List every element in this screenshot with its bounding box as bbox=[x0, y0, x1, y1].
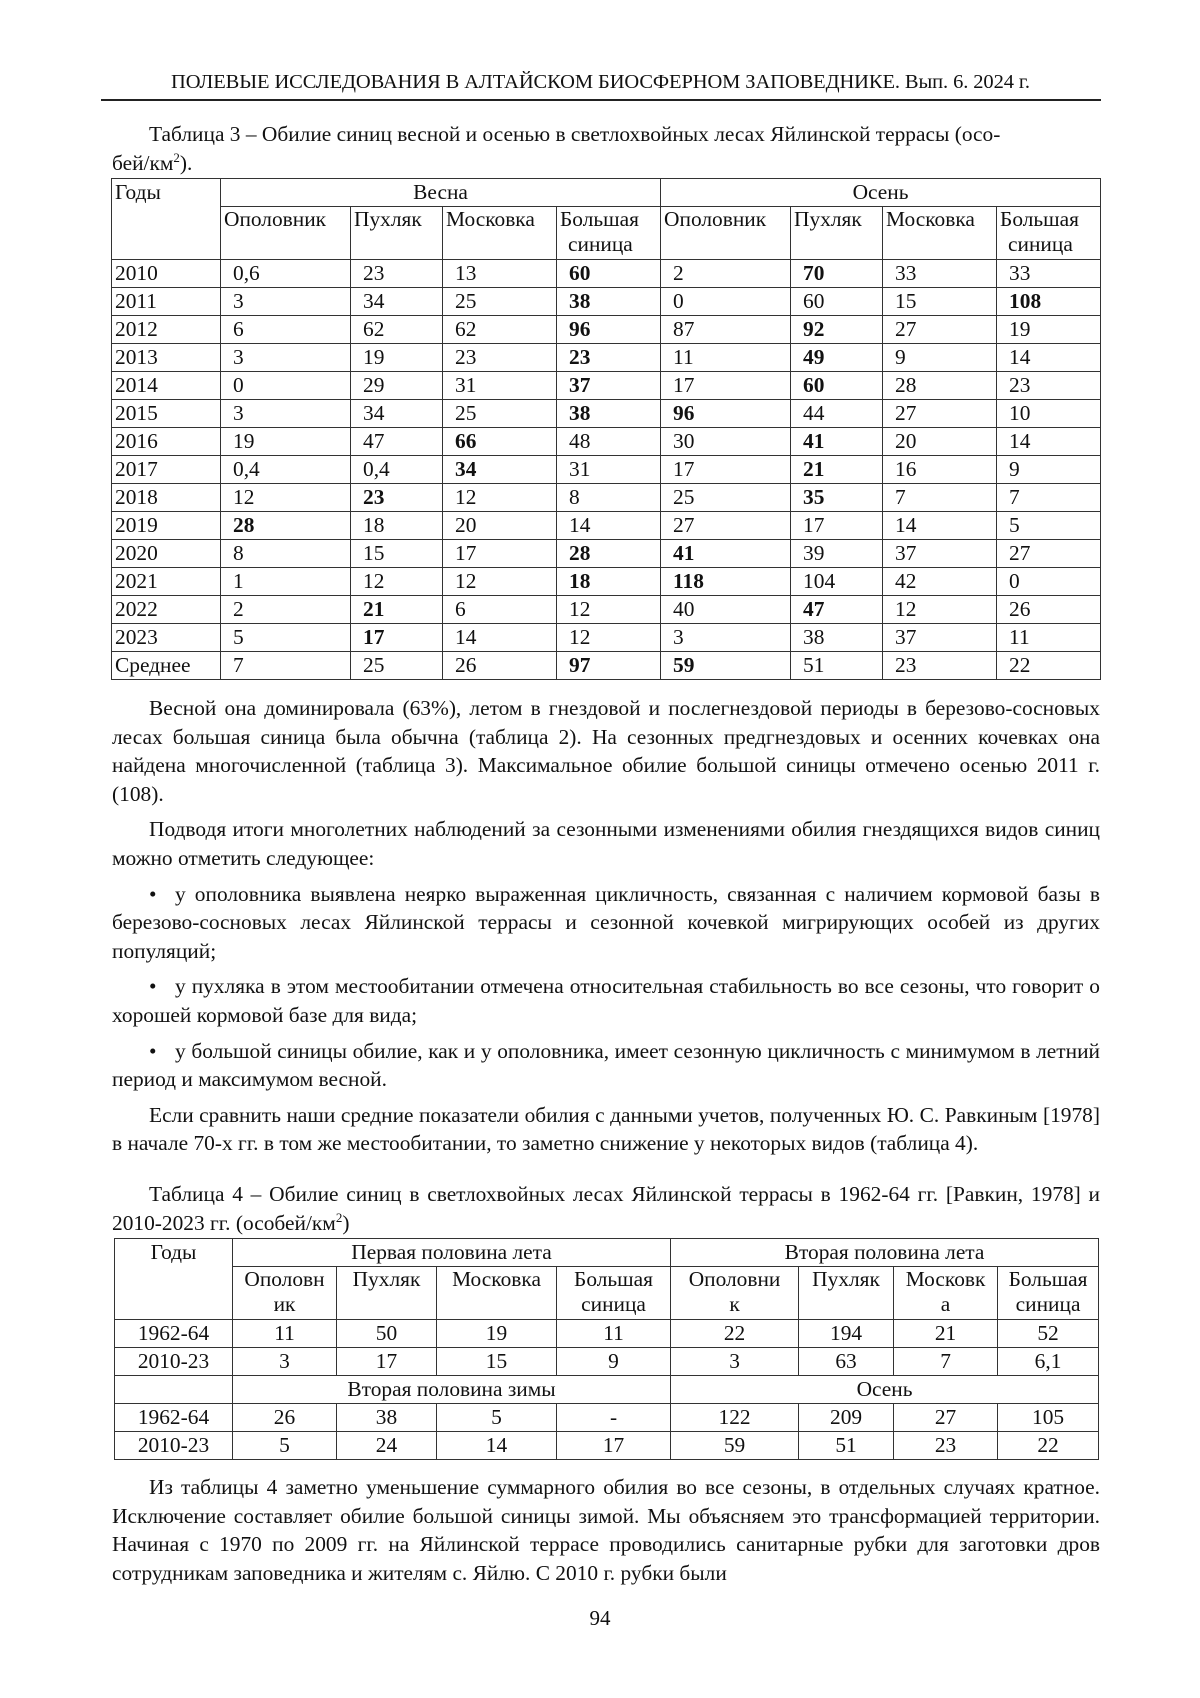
body-text-2 bbox=[112, 1473, 1100, 1587]
species-line: синица bbox=[581, 1292, 646, 1316]
table3-year-cell: Среднее bbox=[112, 652, 221, 680]
table4-value-cell: 50 bbox=[337, 1320, 437, 1348]
table3-caption-text: Таблица 3 – Обилие синиц весной и осенью в светлохвойных лесах Яйлинской террасы (осо- bbox=[149, 122, 1001, 146]
table3-value-cell: 9 bbox=[883, 344, 997, 372]
table3-value-cell: 19 bbox=[221, 428, 351, 456]
table3-value-cell: 25 bbox=[443, 400, 557, 428]
table3-row bbox=[112, 540, 1101, 568]
table4-value-cell: 59 bbox=[671, 1432, 799, 1460]
species-line: Пухляк bbox=[812, 1267, 880, 1291]
table3-value-cell: 12 bbox=[557, 596, 661, 624]
table3-value-cell: 12 bbox=[883, 596, 997, 624]
table4-value-cell: 27 bbox=[894, 1404, 998, 1432]
table3-value-cell: 26 bbox=[443, 652, 557, 680]
species-line: Ополовник bbox=[224, 207, 327, 231]
table3-value-cell: 25 bbox=[351, 652, 443, 680]
species-line: синица bbox=[1008, 232, 1073, 256]
table3-value-cell: 66 bbox=[443, 428, 557, 456]
table4-caption-text: Таблица 4 – Обилие синиц в светлохвойных лесах Яйлинской террасы в 1962-64 гг. [Равкин, 1978] и 2010-2023 гг. (особей/км bbox=[112, 1182, 1100, 1235]
table3-value-cell: 14 bbox=[443, 624, 557, 652]
bullet-text: у ополовника выявлена неярко выраженная цикличность, связанная с наличием кормовой базы в березово-сосновых лесах Яйлинской террасы и сезонной кочевкой мигрирующих особей из других популяций; bbox=[112, 881, 1100, 963]
table3-value-cell: 0 bbox=[661, 288, 791, 316]
table3 bbox=[111, 178, 1101, 680]
table3-year-cell: 2010 bbox=[112, 260, 221, 288]
table4-value-cell: 15 bbox=[437, 1348, 557, 1376]
table3-value-cell: 12 bbox=[351, 568, 443, 596]
table4-value-cell: 38 bbox=[337, 1404, 437, 1432]
bullet-text: у пухляка в этом местообитании отмечена относительная стабильность во все сезоны, что говорит о хорошей кормовой базе для вида; bbox=[112, 974, 1100, 1027]
table4-header-species bbox=[557, 1267, 671, 1320]
species-line: Московк bbox=[905, 1267, 986, 1291]
table3-caption-end: ). bbox=[179, 150, 193, 175]
table3-header-species bbox=[443, 207, 557, 260]
table3-value-cell: 47 bbox=[351, 428, 443, 456]
table3-value-cell: 0 bbox=[221, 372, 351, 400]
species-line: Московка bbox=[446, 207, 535, 231]
table3-value-cell: 62 bbox=[351, 316, 443, 344]
table3-value-cell: 33 bbox=[883, 260, 997, 288]
table3-value-cell: 8 bbox=[557, 484, 661, 512]
table4-value-cell: 105 bbox=[998, 1404, 1099, 1432]
species-line: Московка bbox=[452, 1267, 541, 1291]
table3-value-cell: 70 bbox=[791, 260, 883, 288]
table3-value-cell: 3 bbox=[661, 624, 791, 652]
bullet-item bbox=[112, 1037, 1100, 1094]
table3-value-cell: 27 bbox=[883, 316, 997, 344]
table3-year-cell: 2011 bbox=[112, 288, 221, 316]
table3-value-cell: 31 bbox=[557, 456, 661, 484]
table4-row bbox=[115, 1432, 1099, 1460]
table3-value-cell: 34 bbox=[351, 400, 443, 428]
table3-value-cell: 27 bbox=[883, 400, 997, 428]
table3-value-cell: 0 bbox=[997, 568, 1101, 596]
table3-row bbox=[112, 316, 1101, 344]
table4-header-species bbox=[671, 1267, 799, 1320]
table3-value-cell: 22 bbox=[997, 652, 1101, 680]
table3-value-cell: 3 bbox=[221, 400, 351, 428]
table3-row bbox=[112, 372, 1101, 400]
table3-species-row bbox=[112, 207, 1101, 260]
table3-value-cell: 14 bbox=[557, 512, 661, 540]
header-rule bbox=[101, 99, 1101, 101]
bullet-icon: • bbox=[149, 1038, 157, 1063]
table3-header-years: Годы bbox=[112, 179, 221, 260]
table4-years-cell: 2010-23 bbox=[115, 1432, 233, 1460]
table4-value-cell: 122 bbox=[671, 1404, 799, 1432]
table3-value-cell: 37 bbox=[883, 624, 997, 652]
table3-year-cell: 2012 bbox=[112, 316, 221, 344]
table4-header-species bbox=[337, 1267, 437, 1320]
table3-value-cell: 25 bbox=[661, 484, 791, 512]
species-line: Ополовни bbox=[688, 1267, 781, 1291]
table3-value-cell: 5 bbox=[997, 512, 1101, 540]
table3-header-species bbox=[997, 207, 1101, 260]
table3-year-cell: 2022 bbox=[112, 596, 221, 624]
table3-row bbox=[112, 568, 1101, 596]
table3-value-cell: 35 bbox=[791, 484, 883, 512]
table3-row bbox=[112, 428, 1101, 456]
table3-value-cell: 23 bbox=[443, 344, 557, 372]
table3-value-cell: 0,4 bbox=[351, 456, 443, 484]
species-line: Ополовн bbox=[244, 1267, 325, 1291]
table3-value-cell: 3 bbox=[221, 288, 351, 316]
table3-value-cell: 8 bbox=[221, 540, 351, 568]
table3-value-cell: 97 bbox=[557, 652, 661, 680]
table3-value-cell: 104 bbox=[791, 568, 883, 596]
table3-year-cell: 2023 bbox=[112, 624, 221, 652]
table3-value-cell: 42 bbox=[883, 568, 997, 596]
table4-header-years: Годы bbox=[115, 1239, 233, 1320]
table3-header-group: Весна bbox=[221, 179, 661, 207]
table4-years-cell: 1962-64 bbox=[115, 1404, 233, 1432]
species-line: синица bbox=[568, 232, 633, 256]
table3-value-cell: 14 bbox=[997, 344, 1101, 372]
table4-row bbox=[115, 1320, 1099, 1348]
table3-value-cell: 49 bbox=[791, 344, 883, 372]
bullet-icon: • bbox=[149, 974, 157, 999]
table3-value-cell: 16 bbox=[883, 456, 997, 484]
bullet-item bbox=[112, 972, 1100, 1029]
table3-value-cell: 28 bbox=[557, 540, 661, 568]
table4-value-cell: 3 bbox=[671, 1348, 799, 1376]
table4-value-cell: 209 bbox=[799, 1404, 894, 1432]
table3-value-cell: 108 bbox=[997, 288, 1101, 316]
table3-value-cell: 96 bbox=[661, 400, 791, 428]
table3-header-species bbox=[883, 207, 997, 260]
table3-value-cell: 17 bbox=[661, 456, 791, 484]
table3-row bbox=[112, 484, 1101, 512]
table3-value-cell: 6 bbox=[221, 316, 351, 344]
table3-header-species bbox=[221, 207, 351, 260]
table3-value-cell: 0,6 bbox=[221, 260, 351, 288]
table4-value-cell: 51 bbox=[799, 1432, 894, 1460]
table3-value-cell: 23 bbox=[997, 372, 1101, 400]
table3-row bbox=[112, 596, 1101, 624]
table3-value-cell: 0,4 bbox=[221, 456, 351, 484]
table3-value-cell: 41 bbox=[791, 428, 883, 456]
table3-header-species bbox=[557, 207, 661, 260]
table4-value-cell: 5 bbox=[437, 1404, 557, 1432]
table3-value-cell: 29 bbox=[351, 372, 443, 400]
table4-row bbox=[115, 1404, 1099, 1432]
table3-value-cell: 118 bbox=[661, 568, 791, 596]
table4-value-cell: 6,1 bbox=[998, 1348, 1099, 1376]
table3-year-cell: 2018 bbox=[112, 484, 221, 512]
table3-value-cell: 34 bbox=[351, 288, 443, 316]
table3-value-cell: 28 bbox=[883, 372, 997, 400]
table3-value-cell: 20 bbox=[443, 512, 557, 540]
table3-year-cell: 2019 bbox=[112, 512, 221, 540]
table4-header-species bbox=[437, 1267, 557, 1320]
table3-value-cell: 38 bbox=[791, 624, 883, 652]
species-line: а bbox=[940, 1292, 951, 1316]
table3-value-cell: 27 bbox=[997, 540, 1101, 568]
table3-value-cell: 27 bbox=[661, 512, 791, 540]
table3-value-cell: 60 bbox=[791, 288, 883, 316]
table3-caption-unit: бей/км bbox=[112, 150, 174, 175]
table3-row bbox=[112, 652, 1101, 680]
table3-value-cell: 12 bbox=[443, 568, 557, 596]
species-line: Пухляк bbox=[352, 1267, 421, 1291]
table3-value-cell: 1 bbox=[221, 568, 351, 596]
body-text-1 bbox=[112, 694, 1100, 1158]
species-line: Ополовник bbox=[664, 207, 767, 231]
table3-value-cell: 33 bbox=[997, 260, 1101, 288]
paragraph: Подводя итоги многолетних наблюдений за сезонными изменениями обилия гнездящихся видов синиц можно отметить следующее: bbox=[112, 817, 1100, 870]
table3-row bbox=[112, 260, 1101, 288]
table3-value-cell: 19 bbox=[997, 316, 1101, 344]
table4-value-cell: 7 bbox=[894, 1348, 998, 1376]
table4-value-cell: 11 bbox=[233, 1320, 337, 1348]
table3-value-cell: 38 bbox=[557, 288, 661, 316]
table3-value-cell: 28 bbox=[221, 512, 351, 540]
table3-year-cell: 2021 bbox=[112, 568, 221, 596]
bullet-item bbox=[112, 880, 1100, 966]
table4-header-species bbox=[998, 1267, 1099, 1320]
species-line: Пухляк bbox=[354, 207, 422, 231]
species-line: ик bbox=[273, 1292, 296, 1316]
table3-header-species bbox=[791, 207, 883, 260]
table3-value-cell: 7 bbox=[883, 484, 997, 512]
table3-value-cell: 41 bbox=[661, 540, 791, 568]
table4-value-cell: 22 bbox=[671, 1320, 799, 1348]
table3-value-cell: 40 bbox=[661, 596, 791, 624]
table3-value-cell: 20 bbox=[883, 428, 997, 456]
table3-row bbox=[112, 288, 1101, 316]
bullet-icon: • bbox=[149, 881, 157, 906]
table3-value-cell: 19 bbox=[351, 344, 443, 372]
table3-caption-superscript: 2 bbox=[173, 149, 180, 165]
table3-year-cell: 2014 bbox=[112, 372, 221, 400]
table3-header-species bbox=[351, 207, 443, 260]
species-line: Большая bbox=[1008, 1267, 1088, 1291]
table3-row bbox=[112, 456, 1101, 484]
table3-value-cell: 3 bbox=[221, 344, 351, 372]
bullet-text: у большой синицы обилие, как и у ополовника, имеет сезонную цикличность с минимумом в летний период и максимумом весной. bbox=[112, 1038, 1100, 1092]
species-line: Пухляк bbox=[794, 207, 862, 231]
table3-row bbox=[112, 400, 1101, 428]
table3-value-cell: 47 bbox=[791, 596, 883, 624]
table4-header-group: Первая половина лета bbox=[233, 1239, 671, 1267]
paragraph: Если сравнить наши средние показатели обилия с данными учетов, полученных Ю. С. Равкиным [1978] в начале 70-х гг. в том же местообитании, то заметно снижение у некоторых видов (таблица 4). bbox=[112, 1102, 1100, 1156]
table4-value-cell: 5 bbox=[233, 1432, 337, 1460]
table4-years-cell: 1962-64 bbox=[115, 1320, 233, 1348]
table4-species-row bbox=[115, 1267, 1099, 1320]
paragraph: Весной она доминировала (63%), летом в гнездовой и послегнездовой периоды в березово-сосновых лесах большая синица была обычна (таблица 2). На сезонных предгнездовых и осенних кочевках она найдена многочисленной (таблица 3). Максимальное обилие большой синицы отмечено осенью 2011 г. (108). bbox=[112, 696, 1100, 806]
table4-value-cell: 23 bbox=[894, 1432, 998, 1460]
table4-value-cell: - bbox=[557, 1404, 671, 1432]
table4-value-cell: 17 bbox=[557, 1432, 671, 1460]
table3-value-cell: 87 bbox=[661, 316, 791, 344]
table4-caption-superscript: 2 bbox=[335, 1209, 343, 1225]
table3-header-species bbox=[661, 207, 791, 260]
table3-value-cell: 17 bbox=[351, 624, 443, 652]
table3-row bbox=[112, 624, 1101, 652]
table3-value-cell: 60 bbox=[557, 260, 661, 288]
table3-value-cell: 12 bbox=[443, 484, 557, 512]
table4-header-species bbox=[799, 1267, 894, 1320]
table4-header-group: Осень bbox=[671, 1376, 1099, 1404]
table3-year-cell: 2020 bbox=[112, 540, 221, 568]
table3-value-cell: 14 bbox=[997, 428, 1101, 456]
table3-value-cell: 21 bbox=[791, 456, 883, 484]
table4-header-group: Вторая половина зимы bbox=[233, 1376, 671, 1404]
table3-value-cell: 30 bbox=[661, 428, 791, 456]
table4-caption bbox=[112, 1180, 1100, 1237]
table4-value-cell: 52 bbox=[998, 1320, 1099, 1348]
table4-header-species bbox=[233, 1267, 337, 1320]
table3-value-cell: 25 bbox=[443, 288, 557, 316]
table4-value-cell: 26 bbox=[233, 1404, 337, 1432]
table3-row bbox=[112, 344, 1101, 372]
table3-value-cell: 62 bbox=[443, 316, 557, 344]
table3-value-cell: 11 bbox=[997, 624, 1101, 652]
page-number: 94 bbox=[589, 1606, 611, 1630]
table3-year-cell: 2013 bbox=[112, 344, 221, 372]
table3-year-cell: 2016 bbox=[112, 428, 221, 456]
species-line: к bbox=[729, 1292, 740, 1316]
table3-value-cell: 23 bbox=[351, 484, 443, 512]
paragraph: Из таблицы 4 заметно уменьшение суммарного обилия во все сезоны, в отдельных случаях кратное. Исключение составляет обилие большой синицы зимой. Мы объясняем это трансформацией территории. Начиная с 1970 по 2009 гг. на Яйлинской террасе проводились санитарные рубки для заготовки дров сотрудникам заповедника и жителям с. Яйлю. С 2010 г. рубки были bbox=[112, 1475, 1100, 1585]
table3-value-cell: 18 bbox=[557, 568, 661, 596]
table3-value-cell: 7 bbox=[997, 484, 1101, 512]
table4-value-cell: 11 bbox=[557, 1320, 671, 1348]
table3-value-cell: 15 bbox=[883, 288, 997, 316]
table4-value-cell: 22 bbox=[998, 1432, 1099, 1460]
table3-value-cell: 37 bbox=[883, 540, 997, 568]
table3-value-cell: 23 bbox=[351, 260, 443, 288]
table4-value-cell: 9 bbox=[557, 1348, 671, 1376]
table3-value-cell: 23 bbox=[883, 652, 997, 680]
species-line: синица bbox=[1015, 1292, 1081, 1316]
table3-year-cell: 2015 bbox=[112, 400, 221, 428]
table4-value-cell: 19 bbox=[437, 1320, 557, 1348]
table3-value-cell: 21 bbox=[351, 596, 443, 624]
table3-value-cell: 31 bbox=[443, 372, 557, 400]
table3-value-cell: 14 bbox=[883, 512, 997, 540]
table3-value-cell: 44 bbox=[791, 400, 883, 428]
species-line: Большая bbox=[1000, 207, 1079, 231]
table3-value-cell: 37 bbox=[557, 372, 661, 400]
table3-value-cell: 39 bbox=[791, 540, 883, 568]
table4-row bbox=[115, 1348, 1099, 1376]
table3-value-cell: 13 bbox=[443, 260, 557, 288]
species-line: Московка bbox=[886, 207, 975, 231]
table3-value-cell: 48 bbox=[557, 428, 661, 456]
table3-value-cell: 17 bbox=[661, 372, 791, 400]
table3-value-cell: 38 bbox=[557, 400, 661, 428]
table3-value-cell: 26 bbox=[997, 596, 1101, 624]
table4-subheader-row bbox=[115, 1376, 1099, 1404]
table4-years-cell: 2010-23 bbox=[115, 1348, 233, 1376]
table4-value-cell: 21 bbox=[894, 1320, 998, 1348]
running-head: ПОЛЕВЫЕ ИССЛЕДОВАНИЯ В АЛТАЙСКОМ БИОСФЕРНОМ ЗАПОВЕДНИКЕ. Вып. 6. 2024 г. bbox=[171, 71, 1030, 93]
table4-header-group: Вторая половина лета bbox=[671, 1239, 1099, 1267]
table3-value-cell: 11 bbox=[661, 344, 791, 372]
table3-value-cell: 60 bbox=[791, 372, 883, 400]
table4-value-cell: 14 bbox=[437, 1432, 557, 1460]
table3-value-cell: 2 bbox=[661, 260, 791, 288]
table3-value-cell: 17 bbox=[443, 540, 557, 568]
table3-value-cell: 9 bbox=[997, 456, 1101, 484]
table3-value-cell: 34 bbox=[443, 456, 557, 484]
table3-value-cell: 15 bbox=[351, 540, 443, 568]
table4-caption-end: ) bbox=[342, 1210, 350, 1235]
table4-header-species bbox=[894, 1267, 998, 1320]
table3-value-cell: 18 bbox=[351, 512, 443, 540]
table4-value-cell: 63 bbox=[799, 1348, 894, 1376]
table3-value-cell: 2 bbox=[221, 596, 351, 624]
table3-value-cell: 10 bbox=[997, 400, 1101, 428]
table3-year-cell: 2017 bbox=[112, 456, 221, 484]
table4-value-cell: 3 bbox=[233, 1348, 337, 1376]
table3-value-cell: 5 bbox=[221, 624, 351, 652]
table3-caption bbox=[112, 120, 1100, 177]
table4-value-cell: 24 bbox=[337, 1432, 437, 1460]
table4-value-cell: 194 bbox=[799, 1320, 894, 1348]
table3-value-cell: 12 bbox=[221, 484, 351, 512]
table4-value-cell: 17 bbox=[337, 1348, 437, 1376]
table4-empty-cell bbox=[115, 1376, 233, 1404]
table3-value-cell: 59 bbox=[661, 652, 791, 680]
table4-header-row bbox=[115, 1239, 1099, 1267]
species-line: Большая bbox=[560, 207, 639, 231]
table3-value-cell: 12 bbox=[557, 624, 661, 652]
table3-header-group: Осень bbox=[661, 179, 1101, 207]
table3-value-cell: 17 bbox=[791, 512, 883, 540]
table3-value-cell: 92 bbox=[791, 316, 883, 344]
table3-value-cell: 96 bbox=[557, 316, 661, 344]
species-line: Большая bbox=[574, 1267, 653, 1291]
table3-row bbox=[112, 512, 1101, 540]
table4 bbox=[114, 1238, 1099, 1460]
table3-value-cell: 6 bbox=[443, 596, 557, 624]
table3-header-row bbox=[112, 179, 1101, 207]
table3-value-cell: 23 bbox=[557, 344, 661, 372]
table3-value-cell: 7 bbox=[221, 652, 351, 680]
table3-value-cell: 51 bbox=[791, 652, 883, 680]
